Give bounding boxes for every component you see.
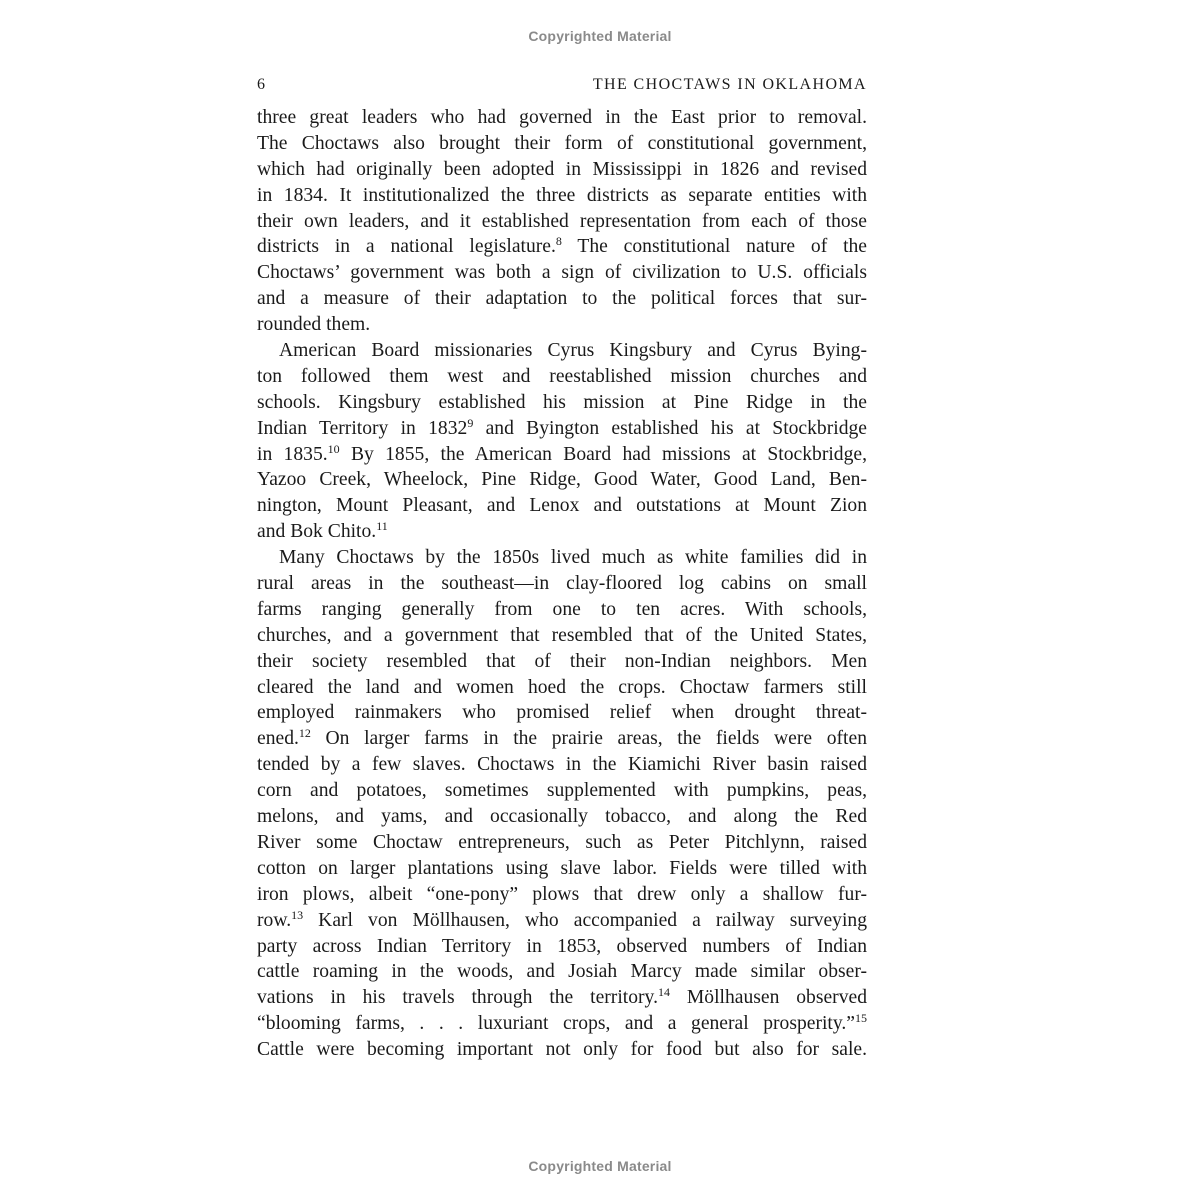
text-run: melons, and yams, and occasionally tobacco, and along the Red bbox=[257, 806, 867, 828]
running-title: THE CHOCTAWS IN OKLAHOMA bbox=[592, 76, 867, 93]
text-line bbox=[257, 493, 867, 519]
text-line bbox=[257, 260, 867, 286]
text-line bbox=[257, 183, 867, 209]
text-run: in 1835. bbox=[257, 443, 328, 465]
text-line bbox=[257, 752, 867, 778]
text-line bbox=[257, 442, 867, 468]
footnote-reference: 9 bbox=[467, 415, 474, 430]
paragraph bbox=[257, 105, 867, 338]
text-line bbox=[257, 726, 867, 752]
page-number: 6 bbox=[257, 76, 265, 93]
copyright-watermark-bottom: Copyrighted Material bbox=[528, 1158, 672, 1174]
text-line bbox=[257, 649, 867, 675]
text-line bbox=[257, 390, 867, 416]
text-line bbox=[257, 700, 867, 726]
text-line bbox=[257, 623, 867, 649]
text-line bbox=[257, 1037, 867, 1063]
text-run: their society resembled that of their non-Indian neighbors. Men bbox=[257, 650, 867, 672]
text-line bbox=[257, 105, 867, 131]
text-run: rounded them. bbox=[257, 314, 371, 336]
text-line bbox=[257, 545, 867, 571]
text-run: The Choctaws also brought their form of constitutional government, bbox=[257, 132, 867, 154]
text-run: employed rainmakers who promised relief when drought threat- bbox=[257, 702, 867, 724]
text-run: their own leaders, and it established representation from each of those bbox=[257, 210, 867, 232]
text-run: Möllhausen observed bbox=[669, 987, 867, 1009]
text-run: farms ranging generally from one to ten acres. With schools, bbox=[257, 598, 867, 620]
text-line bbox=[257, 338, 867, 364]
text-run: three great leaders who had governed in the East prior to removal. bbox=[257, 107, 867, 128]
text-line bbox=[257, 571, 867, 597]
text-line bbox=[257, 985, 867, 1011]
text-line bbox=[257, 830, 867, 856]
paragraph bbox=[257, 545, 867, 1063]
text-run: ton followed them west and reestablished mission churches and bbox=[257, 365, 867, 387]
text-run: River some Choctaw entrepreneurs, such as Peter Pitchlynn, raised bbox=[257, 831, 867, 853]
text-line bbox=[257, 286, 867, 312]
text-line bbox=[257, 467, 867, 493]
text-run: churches, and a government that resembled that of the United States, bbox=[257, 624, 867, 646]
text-run: schools. Kingsbury established his mission at Pine Ridge in the bbox=[257, 391, 867, 413]
footnote-reference: 13 bbox=[291, 907, 304, 922]
text-line bbox=[257, 778, 867, 804]
text-run: “blooming farms, . . . luxuriant crops, and a general prosperity.” bbox=[257, 1013, 855, 1035]
text-run: Indian Territory in 1832 bbox=[257, 417, 468, 439]
text-run: party across Indian Territory in 1853, observed numbers of Indian bbox=[257, 935, 867, 957]
text-line bbox=[257, 209, 867, 235]
text-run: Karl von Möllhausen, who accompanied a railway surveying bbox=[303, 909, 867, 931]
text-run: rural areas in the southeast—in clay-floored log cabins on small bbox=[257, 573, 867, 595]
text-run: and Byington established his at Stockbridge bbox=[473, 417, 867, 439]
footnote-reference: 8 bbox=[555, 234, 562, 249]
text-line bbox=[257, 234, 867, 260]
text-run: corn and potatoes, sometimes supplemented with pumpkins, peas, bbox=[257, 780, 867, 802]
text-run: cotton on larger plantations using slave labor. Fields were tilled with bbox=[257, 857, 867, 879]
text-run: tended by a few slaves. Choctaws in the Kiamichi River basin raised bbox=[257, 754, 867, 776]
text-line bbox=[257, 804, 867, 830]
text-run: iron plows, albeit “one-pony” plows that drew only a shallow fur- bbox=[257, 883, 867, 905]
text-run: and a measure of their adaptation to the political forces that sur- bbox=[257, 288, 867, 310]
text-line bbox=[257, 597, 867, 623]
footnote-reference: 15 bbox=[855, 1011, 867, 1026]
text-line bbox=[257, 416, 867, 442]
copyright-watermark-top: Copyrighted Material bbox=[528, 28, 672, 44]
footnote-reference: 14 bbox=[657, 985, 670, 1000]
text-run: row. bbox=[257, 909, 292, 931]
text-run: districts in a national legislature. bbox=[257, 236, 556, 258]
text-line bbox=[257, 959, 867, 985]
text-line bbox=[257, 1011, 867, 1037]
text-line bbox=[257, 934, 867, 960]
text-run: in 1834. It institutionalized the three districts as separate entities with bbox=[257, 184, 867, 206]
text-run: By 1855, the American Board had missions at Stockbridge, bbox=[339, 443, 867, 465]
text-run: which had originally been adopted in Mississippi in 1826 and revised bbox=[257, 158, 867, 180]
text-run: ened. bbox=[257, 728, 299, 750]
text-run: nington, Mount Pleasant, and Lenox and outstations at Mount Zion bbox=[257, 495, 867, 517]
text-line bbox=[257, 856, 867, 882]
text-line bbox=[257, 675, 867, 701]
paragraph bbox=[257, 338, 867, 545]
footnote-reference: 11 bbox=[376, 519, 388, 534]
text-line bbox=[257, 908, 867, 934]
text-line bbox=[257, 312, 867, 338]
text-run: Many Choctaws by the 1850s lived much as white families did in bbox=[279, 547, 867, 569]
running-header bbox=[257, 76, 867, 98]
body-text bbox=[257, 105, 867, 1063]
text-line bbox=[257, 364, 867, 390]
text-run: Choctaws’ government was both a sign of civilization to U.S. officials bbox=[257, 262, 867, 284]
text-line bbox=[257, 882, 867, 908]
footnote-reference: 10 bbox=[327, 441, 340, 456]
text-run: vations in his travels through the territory. bbox=[257, 987, 658, 1009]
text-line bbox=[257, 131, 867, 157]
text-run: cattle roaming in the woods, and Josiah Marcy made similar obser- bbox=[257, 961, 867, 983]
text-run: American Board missionaries Cyrus Kingsbury and Cyrus Bying- bbox=[279, 340, 867, 362]
text-run: Cattle were becoming important not only for food but also for sale. bbox=[257, 1039, 867, 1061]
text-line bbox=[257, 157, 867, 183]
text-run: and Bok Chito. bbox=[257, 521, 377, 543]
text-run: cleared the land and women hoed the crops. Choctaw farmers still bbox=[257, 676, 867, 698]
text-line bbox=[257, 519, 867, 545]
text-run: On larger farms in the prairie areas, the fields were often bbox=[310, 728, 867, 750]
footnote-reference: 12 bbox=[298, 726, 311, 741]
text-run: Yazoo Creek, Wheelock, Pine Ridge, Good Water, Good Land, Ben- bbox=[257, 469, 867, 491]
text-run: The constitutional nature of the bbox=[561, 236, 868, 258]
